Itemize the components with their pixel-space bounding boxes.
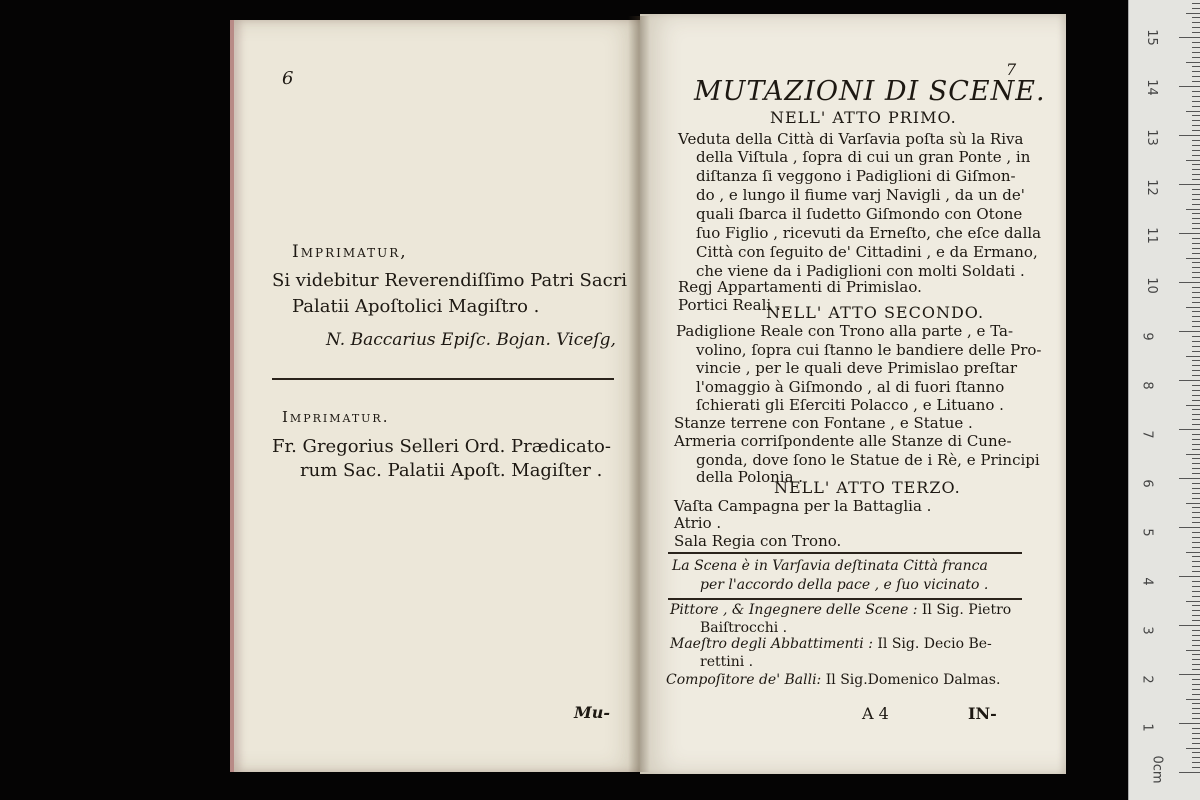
scene-note-line-1: per l'accordo della pace , e ſuo vicinato . (700, 577, 989, 593)
ruler-tick (1192, 130, 1200, 131)
ruler-tick (1192, 297, 1200, 298)
credit-name: Il Sig.Domenico Dalmas. (825, 672, 1001, 688)
act2-line-7: gonda, dove ſono le Statue de i Rè, e Principi (696, 451, 1040, 469)
ruler-tick (1192, 767, 1200, 768)
ruler-label: 0cm (1149, 755, 1165, 784)
ruler-tick (1192, 106, 1200, 107)
ruler-tick (1192, 615, 1200, 616)
ruler-tick (1192, 635, 1200, 636)
ruler-tick (1186, 699, 1200, 700)
left-page-number: 6 (282, 68, 294, 89)
ruler-label: 14 (1143, 79, 1159, 96)
ruler-tick (1192, 458, 1200, 459)
ruler-tick (1192, 684, 1200, 685)
credit-name: rettini . (700, 654, 754, 670)
imprimatur-heading-1: Imprimatur, (292, 242, 408, 262)
act1-heading: NELL' ATTO PRIMO. (770, 108, 957, 127)
act3-line-1: Atrio . (674, 514, 722, 532)
act1-line-3: do , e lungo il fiume varj Navigli , da un de' (696, 186, 1025, 204)
ruler-tick (1192, 52, 1200, 53)
left-divider-rule (272, 378, 614, 380)
ruler-tick (1192, 522, 1200, 523)
ruler-label: 12 (1143, 179, 1159, 196)
ruler-tick (1192, 204, 1200, 205)
ruler-tick (1192, 81, 1200, 82)
ruler-tick (1192, 703, 1200, 704)
imprimatur-signature-1: N. Baccarius Epiſc. Bojan. Viceſg, (326, 330, 616, 350)
ruler-tick (1192, 292, 1200, 293)
ruler-tick (1192, 115, 1200, 116)
imprimatur-line-2b: rum Sac. Palatii Apoſt. Magiſter . (300, 460, 603, 481)
credit-line-4 (666, 672, 1000, 688)
ruler-tick (1192, 150, 1200, 151)
ruler-label: 5 (1139, 528, 1155, 537)
ruler-tick (1192, 493, 1200, 494)
ruler-tick (1192, 708, 1200, 709)
ruler-tick (1192, 640, 1200, 641)
ruler-tick (1192, 8, 1200, 9)
ruler-tick (1192, 311, 1200, 312)
ruler-tick (1192, 738, 1200, 739)
left-catchword: Mu- (574, 703, 610, 722)
ruler-tick (1192, 140, 1200, 141)
act3-line-0: Vaſta Campagna per la Battaglia . (674, 497, 932, 515)
act1-line-9: Portici Reali . (678, 296, 781, 314)
ruler-tick (1186, 503, 1200, 504)
ruler-tick (1179, 135, 1200, 136)
ruler-tick (1186, 748, 1200, 749)
ruler-tick (1192, 101, 1200, 102)
ruler-label: 1 (1139, 723, 1155, 732)
ruler-tick (1192, 302, 1200, 303)
right-divider-rule-1 (668, 552, 1022, 554)
credit-line-1 (700, 620, 787, 636)
scene-note-line-0: La Scena è in Varſavia deſtinata Città franca (672, 558, 988, 574)
ruler-tick (1186, 13, 1200, 14)
ruler-tick (1179, 282, 1200, 283)
act1-line-0: Veduta della Città di Varſavia poſta sù la Riva (678, 130, 1024, 148)
ruler-tick (1192, 409, 1200, 410)
ruler-tick (1179, 429, 1200, 430)
ruler-tick (1192, 586, 1200, 587)
ruler-tick (1192, 542, 1200, 543)
ruler-tick (1192, 169, 1200, 170)
ruler-tick (1192, 596, 1200, 597)
ruler-tick (1192, 659, 1200, 660)
ruler-tick (1192, 277, 1200, 278)
ruler-tick (1192, 262, 1200, 263)
ruler-tick (1192, 507, 1200, 508)
imprimatur-heading-2: Imprimatur. (282, 408, 390, 426)
ruler-tick (1192, 434, 1200, 435)
ruler-tick (1192, 27, 1200, 28)
ruler-tick (1192, 228, 1200, 229)
act1-line-8: Regj Appartamenti di Primislao. (678, 278, 922, 296)
ruler-tick (1192, 360, 1200, 361)
ruler-tick (1192, 341, 1200, 342)
ruler-tick (1192, 537, 1200, 538)
ruler-tick (1192, 76, 1200, 77)
credit-line-2 (670, 636, 992, 652)
ruler-tick (1192, 248, 1200, 249)
ruler-tick (1179, 184, 1200, 185)
ruler-tick (1192, 199, 1200, 200)
ruler-tick (1192, 47, 1200, 48)
ruler-tick (1192, 713, 1200, 714)
ruler-tick (1192, 321, 1200, 322)
ruler-tick (1192, 316, 1200, 317)
act2-line-0: Padiglione Reale con Trono alla parte , e Ta- (676, 322, 1014, 340)
ruler-label: 9 (1139, 332, 1155, 341)
ruler-tick (1192, 679, 1200, 680)
ruler-tick (1192, 728, 1200, 729)
ruler-tick (1192, 718, 1200, 719)
act1-line-7: che viene da i Padiglioni con molti Soldati . (696, 262, 1025, 280)
credit-name: Il Sig. Pietro (921, 602, 1012, 618)
act1-line-4: quali ſbarca il ſudetto Giſmondo con Otone (696, 205, 1023, 223)
ruler-label: 13 (1143, 129, 1159, 146)
ruler-tick (1186, 454, 1200, 455)
act1-line-5: ſuo Figlio , ricevuti da Erneſto, che eſce dalla (696, 224, 1042, 242)
ruler-tick (1186, 62, 1200, 63)
ruler-tick (1192, 336, 1200, 337)
ruler-tick (1179, 527, 1200, 528)
act2-line-4: ſchierati gli Eſerciti Polacco , e Lituano . (696, 396, 1004, 414)
act3-line-2: Sala Regia con Trono. (674, 532, 842, 550)
ruler-tick (1192, 17, 1200, 18)
ruler-label: 4 (1139, 577, 1155, 586)
imprimatur-line-1b: Palatii Apoſtolici Magiſtro . (292, 296, 540, 317)
credit-role: Maeſtro degli Abbattimenti : (670, 636, 873, 652)
ruler-label: 2 (1139, 675, 1155, 684)
ruler-tick (1192, 164, 1200, 165)
ruler-tick (1192, 375, 1200, 376)
ruler-tick (1192, 419, 1200, 420)
act2-heading: NELL' ATTO SECONDO. (766, 303, 985, 322)
ruler-tick (1192, 218, 1200, 219)
ruler-tick (1192, 468, 1200, 469)
ruler-tick (1192, 561, 1200, 562)
ruler-tick (1192, 32, 1200, 33)
ruler-tick (1192, 91, 1200, 92)
ruler-tick (1192, 762, 1200, 763)
ruler-tick (1192, 189, 1200, 190)
ruler-tick (1192, 669, 1200, 670)
ruler-tick (1192, 733, 1200, 734)
ruler-tick (1192, 581, 1200, 582)
ruler-tick (1192, 757, 1200, 758)
signature-mark: A 4 (862, 704, 889, 723)
ruler-tick (1186, 601, 1200, 602)
ruler-tick (1192, 96, 1200, 97)
ruler-tick (1179, 380, 1200, 381)
measurement-ruler (1128, 0, 1200, 800)
ruler-tick (1192, 155, 1200, 156)
ruler-tick (1192, 630, 1200, 631)
credit-role: Compoſitore de' Balli: (666, 672, 822, 688)
ruler-tick (1186, 405, 1200, 406)
act2-line-1: volino, ſopra cui ſtanno le bandiere delle Pro- (696, 341, 1042, 359)
ruler-label: 7 (1139, 430, 1155, 439)
ruler-tick (1192, 512, 1200, 513)
ruler-tick (1192, 689, 1200, 690)
ruler-tick (1192, 365, 1200, 366)
ruler-tick (1192, 22, 1200, 23)
ruler-tick (1192, 566, 1200, 567)
act2-line-2: vincie , per le quali deve Primislao preſtar (696, 359, 1017, 377)
ruler-tick (1192, 664, 1200, 665)
credit-name: Il Sig. Decio Be- (877, 636, 992, 652)
ruler-tick (1186, 160, 1200, 161)
ruler-tick (1179, 331, 1200, 332)
ruler-tick (1186, 258, 1200, 259)
ruler-tick (1192, 654, 1200, 655)
act1-line-6: Città con ſeguito de' Cittadini , e da Ermano, (696, 243, 1038, 261)
ruler-tick (1179, 37, 1200, 38)
ruler-tick (1192, 498, 1200, 499)
ruler-tick (1192, 42, 1200, 43)
ruler-tick (1179, 772, 1200, 773)
act1-line-2: diſtanza ſi veggono i Padiglioni di Giſmon- (696, 167, 1016, 185)
ruler-tick (1179, 723, 1200, 724)
ruler-tick (1192, 439, 1200, 440)
ruler-tick (1192, 395, 1200, 396)
ruler-tick (1192, 346, 1200, 347)
credit-line-3 (700, 654, 753, 670)
left-page (230, 20, 644, 772)
ruler-tick (1192, 547, 1200, 548)
ruler-tick (1179, 674, 1200, 675)
ruler-tick (1192, 556, 1200, 557)
ruler-tick (1192, 390, 1200, 391)
ruler-tick (1192, 414, 1200, 415)
ruler-tick (1192, 3, 1200, 4)
ruler-tick (1192, 385, 1200, 386)
ruler-tick (1192, 694, 1200, 695)
act2-line-3: l'omaggio à Giſmondo , al di fuori ſtanno (696, 378, 1005, 396)
credit-line-0 (670, 602, 1011, 618)
ruler-tick (1179, 576, 1200, 577)
ruler-tick (1192, 483, 1200, 484)
ruler-tick (1192, 174, 1200, 175)
ruler-tick (1192, 145, 1200, 146)
ruler-tick (1179, 233, 1200, 234)
ruler-tick (1192, 591, 1200, 592)
ruler-label: 15 (1143, 29, 1159, 46)
act2-line-5: Stanze terrene con Fontane , e Statue . (674, 414, 973, 432)
act1-line-1: della Viſtula , ſopra di cui un gran Ponte , in (696, 148, 1031, 166)
ruler-tick (1192, 620, 1200, 621)
ruler-label: 8 (1139, 381, 1155, 390)
ruler-tick (1192, 66, 1200, 67)
page-title: MUTAZIONI DI SCENE. (694, 76, 1046, 107)
ruler-tick (1192, 71, 1200, 72)
ruler-tick (1192, 605, 1200, 606)
ruler-tick (1192, 223, 1200, 224)
credit-name: Baiſtrocchi . (700, 620, 788, 636)
ruler-tick (1192, 370, 1200, 371)
right-catchword: IN- (968, 704, 997, 723)
ruler-tick (1186, 111, 1200, 112)
ruler-tick (1179, 478, 1200, 479)
ruler-tick (1192, 326, 1200, 327)
act3-heading: NELL' ATTO TERZO. (774, 478, 961, 497)
ruler-tick (1192, 449, 1200, 450)
ruler-tick (1192, 243, 1200, 244)
ruler-tick (1192, 267, 1200, 268)
ruler-tick (1192, 517, 1200, 518)
ruler-tick (1192, 571, 1200, 572)
right-divider-rule-2 (668, 598, 1022, 600)
ruler-tick (1192, 57, 1200, 58)
ruler-tick (1186, 552, 1200, 553)
ruler-tick (1192, 179, 1200, 180)
ruler-label: 3 (1139, 626, 1155, 635)
book-gutter (628, 16, 650, 772)
ruler-tick (1186, 307, 1200, 308)
ruler-tick (1192, 194, 1200, 195)
ruler-tick (1192, 532, 1200, 533)
ruler-tick (1179, 625, 1200, 626)
ruler-tick (1192, 488, 1200, 489)
ruler-tick (1192, 424, 1200, 425)
imprimatur-line-2a: Fr. Gregorius Selleri Ord. Prædicato- (272, 436, 611, 457)
ruler-tick (1186, 209, 1200, 210)
ruler-label: 6 (1139, 479, 1155, 488)
ruler-tick (1192, 444, 1200, 445)
ruler-tick (1192, 287, 1200, 288)
ruler-tick (1192, 120, 1200, 121)
right-page-number: 7 (1006, 60, 1017, 79)
ruler-tick (1192, 125, 1200, 126)
ruler-tick (1192, 743, 1200, 744)
act2-line-8: della Polonia . (696, 468, 804, 486)
ruler-tick (1186, 650, 1200, 651)
ruler-tick (1192, 463, 1200, 464)
imprimatur-line-1a: Si videbitur Reverendiſſimo Patri Sacri (272, 270, 628, 291)
ruler-tick (1192, 645, 1200, 646)
ruler-tick (1179, 86, 1200, 87)
ruler-tick (1192, 272, 1200, 273)
ruler-tick (1192, 473, 1200, 474)
ruler-tick (1192, 400, 1200, 401)
ruler-tick (1186, 356, 1200, 357)
ruler-tick (1192, 238, 1200, 239)
ruler-label: 10 (1143, 277, 1159, 294)
ruler-tick (1192, 253, 1200, 254)
ruler-tick (1192, 213, 1200, 214)
ruler-tick (1192, 351, 1200, 352)
ruler-tick (1192, 752, 1200, 753)
ruler-label: 11 (1143, 227, 1159, 244)
ruler-tick (1192, 610, 1200, 611)
act2-line-6: Armeria corriſpondente alle Stanze di Cune- (674, 432, 1012, 450)
credit-role: Pittore , & Ingegnere delle Scene : (670, 602, 918, 618)
